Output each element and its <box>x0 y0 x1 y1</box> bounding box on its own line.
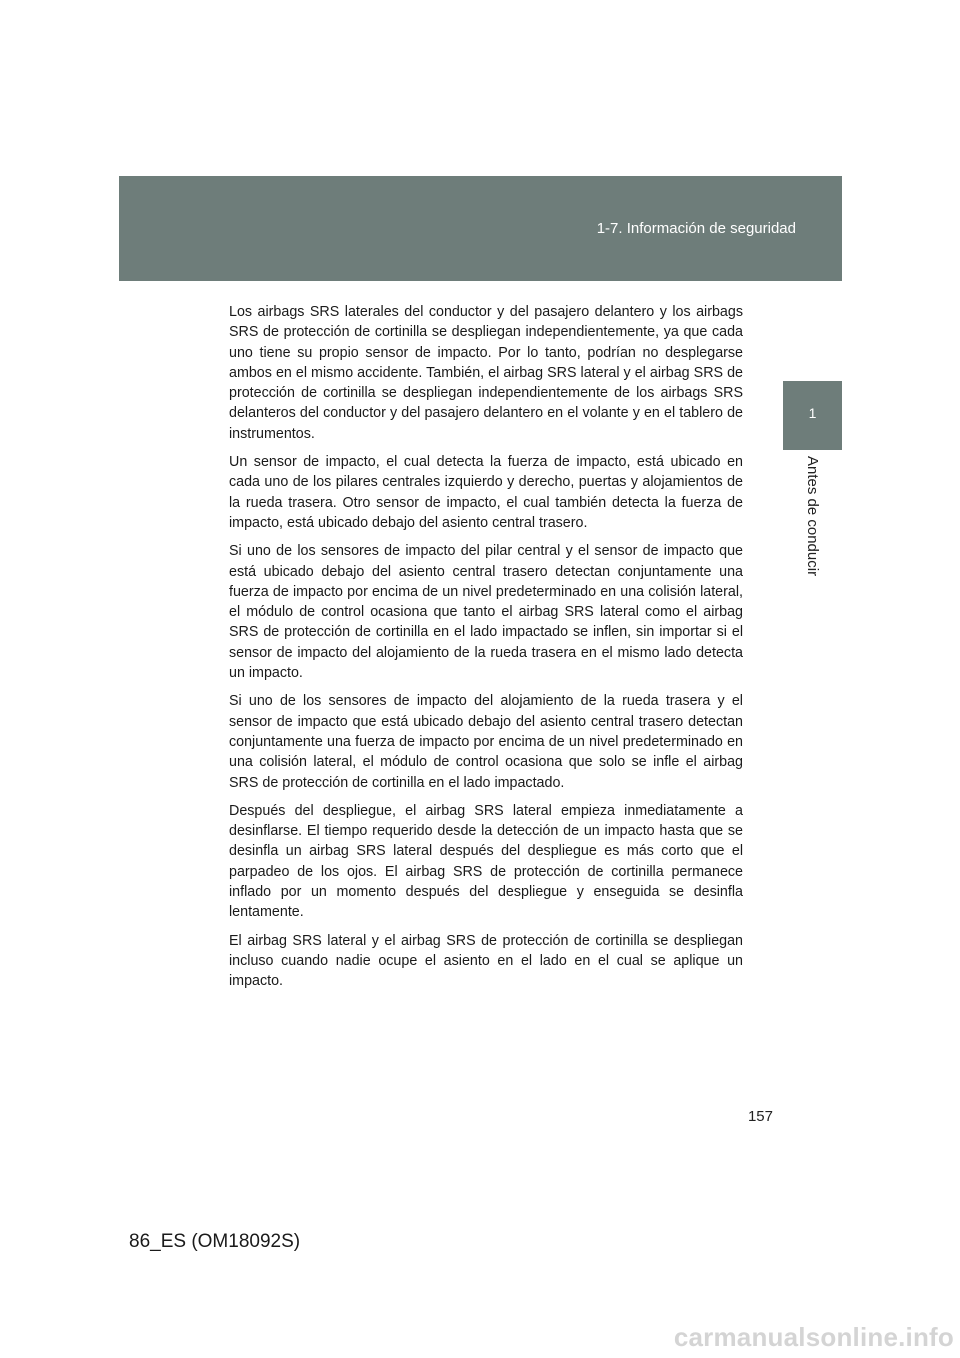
document-code: 86_ES (OM18092S) <box>129 1231 301 1252</box>
section-header-band <box>119 176 842 281</box>
page-number: 157 <box>747 1108 773 1125</box>
chapter-number: 1 <box>808 405 817 421</box>
body-text <box>229 302 743 1000</box>
paragraph: Si uno de los sensores de impacto del alojamiento de la rueda trasera y el sensor de impacto que está ubicado debajo del asiento central trasero detectan conjuntamente una fuerza de impacto por encima de un nivel predeterminado en una colisión lateral, el módulo de control ocasiona que solo se infle el airbag SRS de protección de cortinilla en el lado impactado. <box>229 693 743 791</box>
paragraph: Un sensor de impacto, el cual detecta la fuerza de impacto, está ubicado en cada uno de los pilares centrales izquierdo y derecho, puertas y alojamientos de la rueda trasera. Otro sensor de impacto, el cual también detecta la fuerza de impacto, está ubicado debajo del asiento central trasero. <box>229 454 743 531</box>
chapter-label: Antes de conducir <box>804 456 821 577</box>
paragraph: Después del despliegue, el airbag SRS lateral empieza inmediatamente a desinflarse. El tiempo requerido desde la detección de un impacto hasta que se desinfla un airbag SRS lateral después del despliegue es más corto que el parpadeo de los ojos. El airbag SRS de protección de cortinilla permanece inflado por un momento después del despliegue y enseguida se desinfla lentamente. <box>229 802 743 921</box>
section-title: 1-7. Información de seguridad <box>596 220 796 237</box>
paragraph: El airbag SRS lateral y el airbag SRS de protección de cortinilla se despliegan incluso cuando nadie ocupe el asiento en el lado en el cual se aplique un impacto. <box>229 932 743 990</box>
paragraph: Si uno de los sensores de impacto del pilar central y el sensor de impacto que está ubicado debajo del asiento central trasero detectan conjuntamente una fuerza de impacto por encima de un nivel predeterminado en una colisión lateral, el módulo de control ocasiona que tanto el airbag SRS lateral como el airbag SRS de protección de cortinilla en el lado impactado se inflen, sin importar si el sensor de impacto del alojamiento de la rueda trasera en el mismo lado detecta un impacto. <box>229 543 743 682</box>
paragraph: Los airbags SRS laterales del conductor y del pasajero delantero y los airbags SRS de protección de cortinilla se despliegan independientemente, ya que cada uno tiene su propio sensor de impacto. Por lo tanto, podrían no desplegarse ambos en el mismo accidente. También, el airbag SRS lateral y el airbag SRS de protección de cortinilla se despliegan independientemente de los airbags SRS delanteros del conductor y del pasajero delantero en el volante y en el tablero de instrumentos. <box>229 304 743 442</box>
watermark: carmanualsonline.info <box>673 1322 954 1352</box>
chapter-tab <box>783 381 842 450</box>
